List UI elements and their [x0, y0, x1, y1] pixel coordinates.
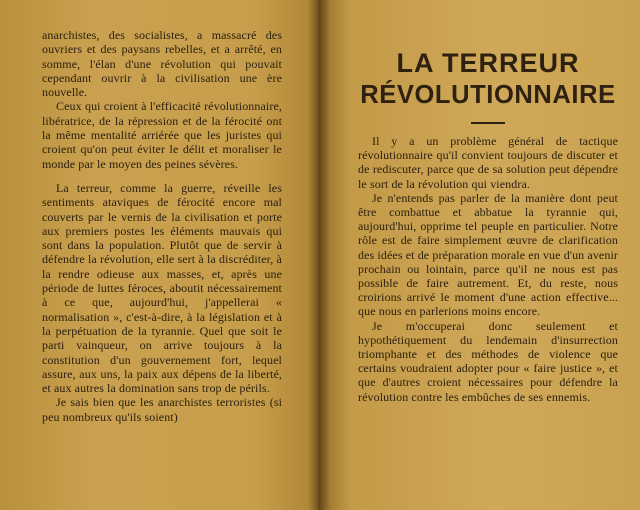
paragraph-gap: [42, 171, 282, 181]
left-paragraph-4: Je sais bien que les anarchistes terroristes (si peu nombreux qu'ils soient): [42, 395, 282, 424]
chapter-title-line2: RÉVOLUTIONNAIRE: [360, 81, 616, 109]
right-paragraph-2: Je n'entends pas parler de la manière dont peut être combattue et abbatue la tyrannie qui, aujourd'hui, opprime tel peuple en particulier. Notre rôle est de faire simplement œuvre de clarification des idées et de préparation morale en vue d'un avenir prochain ou lointain, parce qu'il ne nous est pas possible de faire autrement. Et, du reste, nous croirions arrivé le moment d'une action effective... que nous en parlerions moins encore.: [358, 190, 618, 319]
left-paragraph-1: anarchistes, des socialistes, a massacré des ouvriers et des paysans rebelles, et a arrêté, en somme, l'élan d'une révolution qui pouvait cependant ouvrir à la civilisation une ère nouvelle.: [42, 28, 282, 100]
left-paragraph-2: Ceux qui croient à l'efficacité révolutionnaire, libératrice, de la répression et de la férocité ont la même mentalité arriérée que les juristes qui croient qu'on peut éviter le délit et moraliser le monde par le moyen des peines sévères.: [42, 99, 282, 171]
right-page: [318, 0, 640, 510]
title-rule: [471, 122, 505, 124]
book-gutter-shadow: [308, 0, 330, 510]
chapter-title-line1: LA TERREUR: [396, 48, 580, 78]
right-paragraph-3: Je m'occuperai donc seulement et hypothétiquement du lendemain d'insurrection triomphante et des méthodes de violence que certains voudraient adopter pour « faire justice », et que d'autres croient nécessaires pour défendre la révolution contre les embûches de ses ennemis.: [358, 318, 618, 404]
left-paragraph-3: La terreur, comme la guerre, réveille les sentiments ataviques de férocité encore mal couverts par le vernis de la civilisation et porte aux premiers postes les éléments mauvais qui sont dans la population. Plutôt que de servir à défendre la révolution, elle sert à la discréditer, à la rendre odieuse aux masses, et, après une période de luttes féroces, aboutit nécessairement à ce que, aujourd'hui, j'appellerai « normalisation », c'est-à-dire, à la législation et à la perpétuation de la tyrannie. Quel que soit le parti vainqueur, on arrive toujours à la constitution d'un gouvernement fort, lequel assure, aux uns, la paix aux dépens de la liberté, et aux autres la domination sans trop de périls.: [42, 180, 282, 396]
right-paragraph-1: Il y a un problème général de tactique révolutionnaire qu'il convient toujours de discuter et de rediscuter, parce que de sa solution peut dépendre le sort de la révolution qui viendra.: [358, 134, 618, 191]
left-page: [0, 0, 318, 510]
